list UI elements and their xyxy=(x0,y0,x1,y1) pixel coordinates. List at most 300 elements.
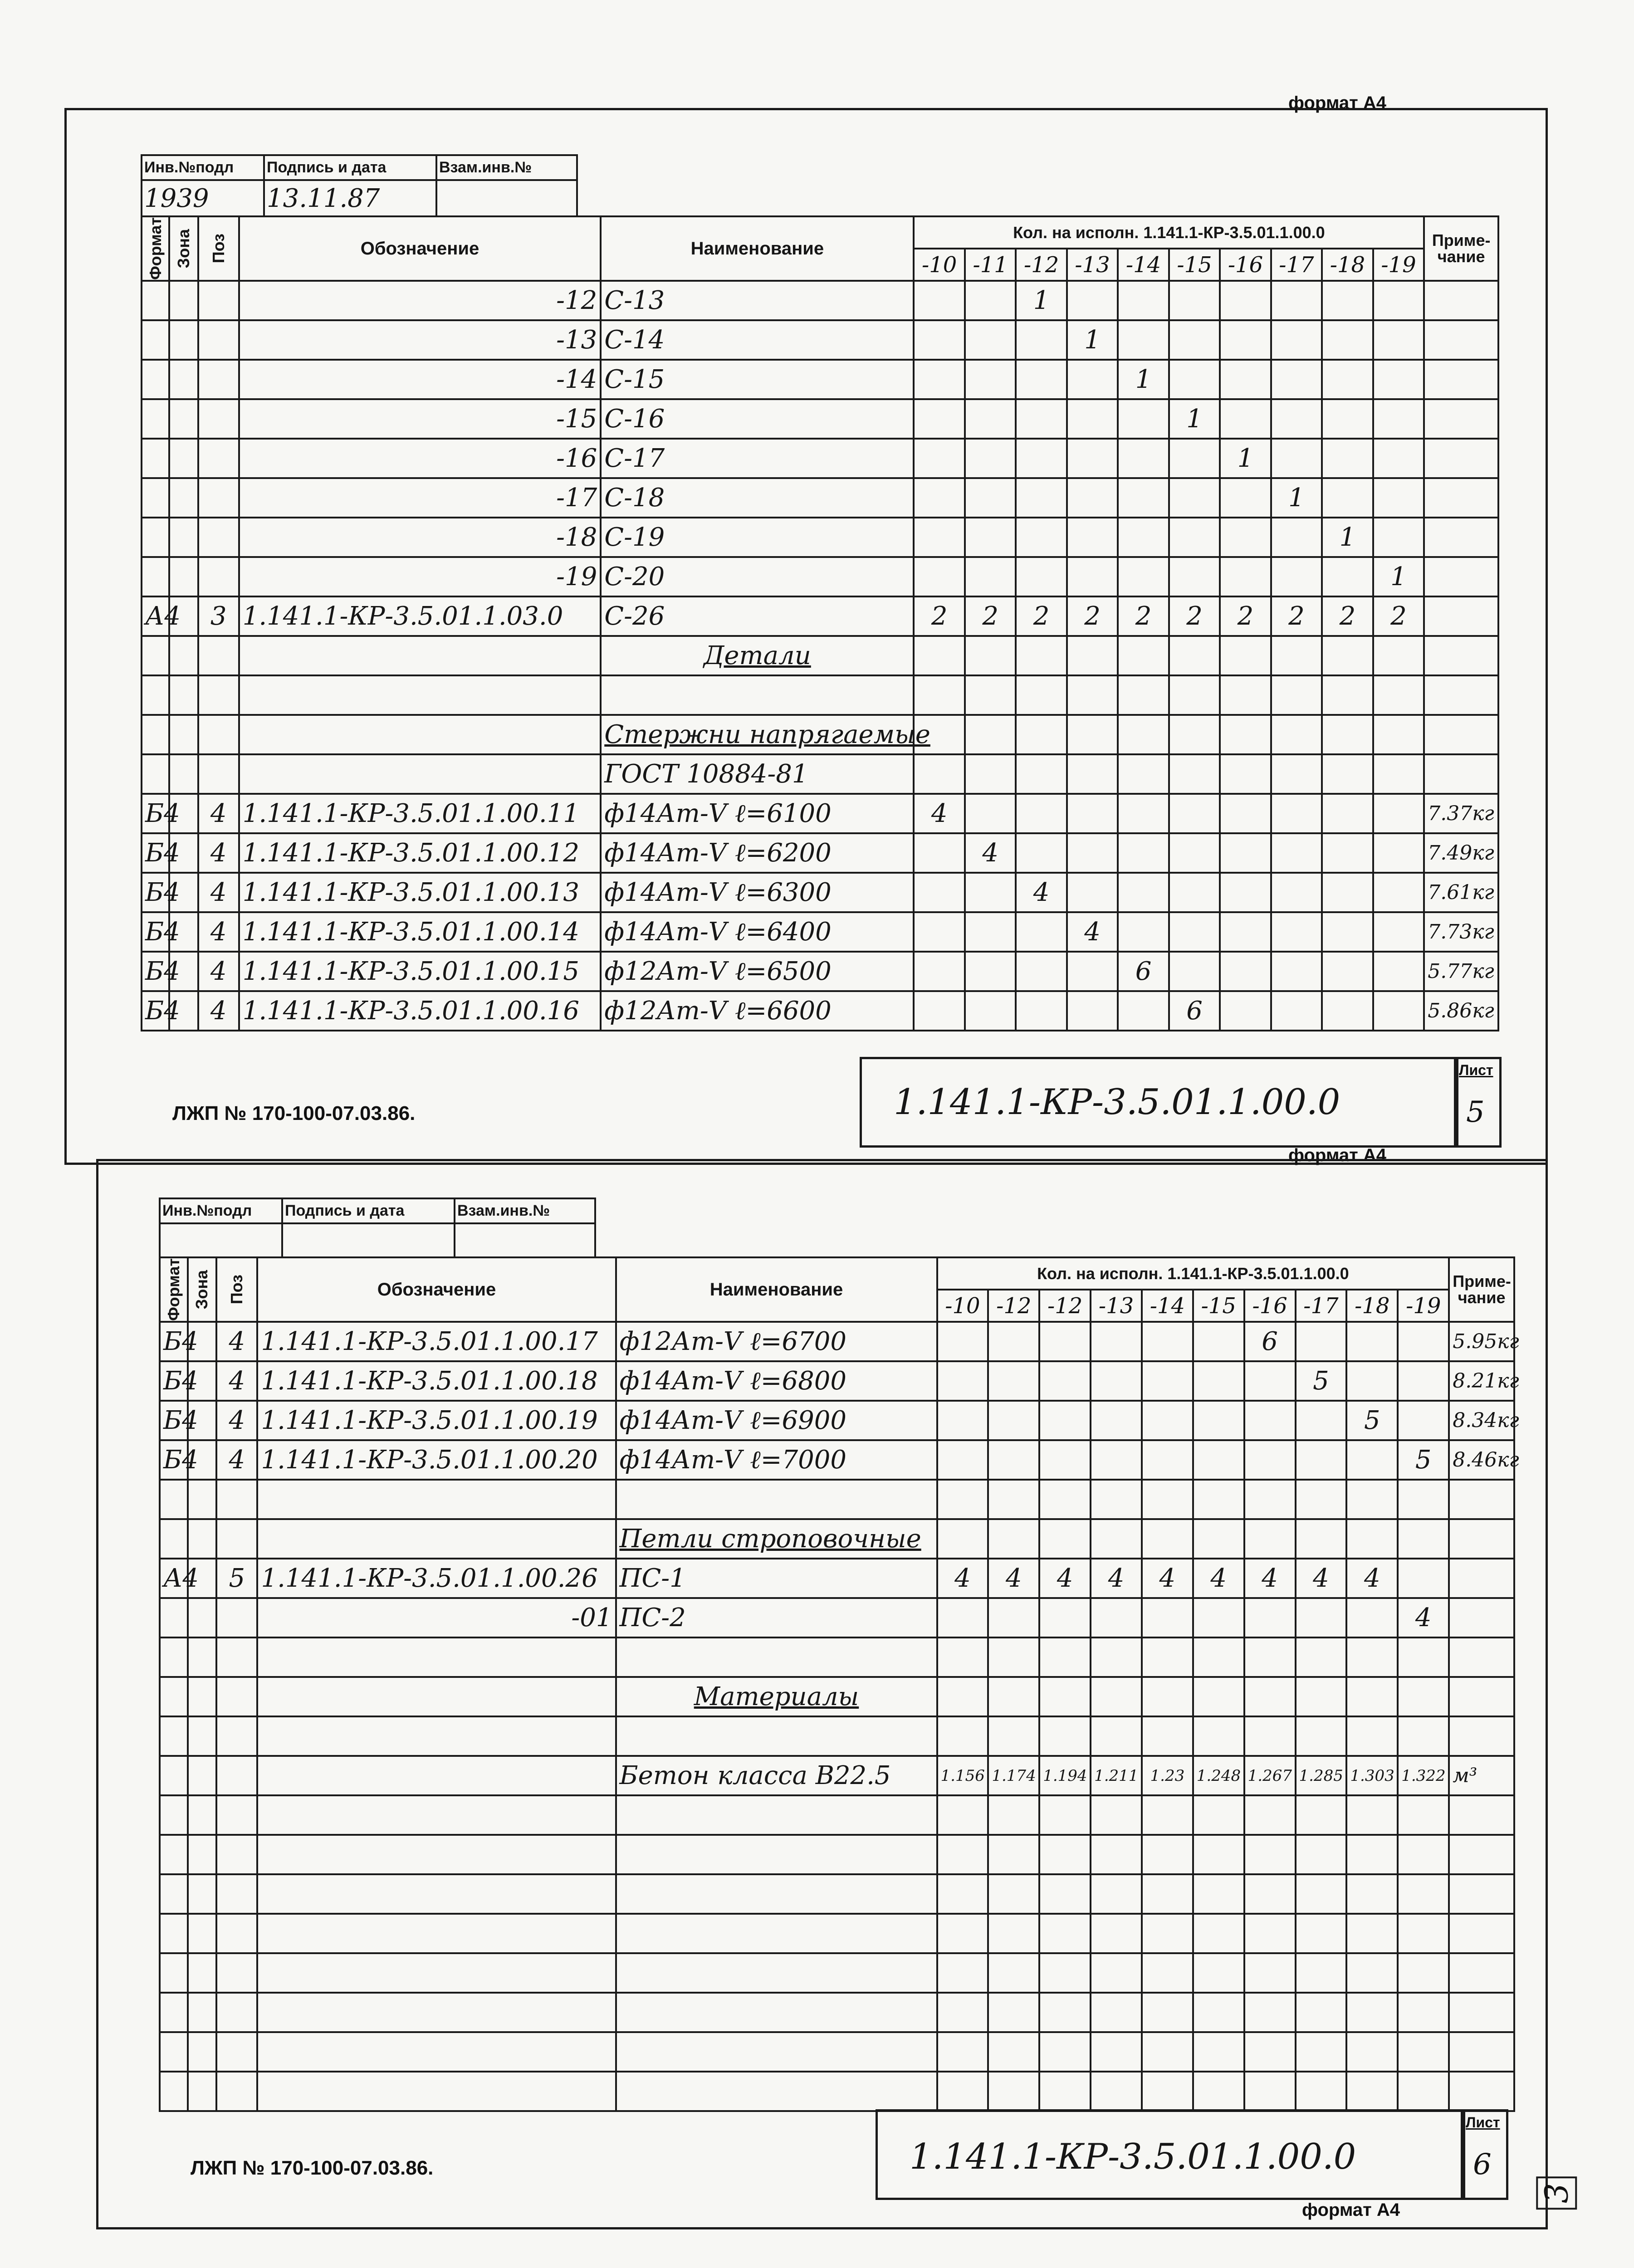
sheet1-body xyxy=(142,281,1498,1031)
cell-qty xyxy=(1118,833,1169,873)
cell-format xyxy=(142,636,169,675)
spec-row xyxy=(142,320,1498,360)
cell-zone xyxy=(188,2072,217,2111)
cell-name-text: Материалы xyxy=(694,1681,859,1711)
cell-zone xyxy=(188,1953,217,1993)
variant-header: -19 xyxy=(1398,1290,1449,1322)
cell-qty xyxy=(965,912,1016,952)
cell-qty xyxy=(988,2032,1039,2072)
cell-note xyxy=(1449,1953,1514,1993)
cell-qty xyxy=(1244,1677,1296,1716)
cell-qty xyxy=(937,1361,988,1401)
cell-zone xyxy=(169,557,198,596)
cell-name-text: Петли строповочные xyxy=(619,1524,921,1554)
cell-name xyxy=(616,1637,937,1677)
cell-format xyxy=(142,281,169,320)
cell-note xyxy=(1449,1716,1514,1756)
cell-qty xyxy=(1169,439,1220,478)
cell-zone xyxy=(188,1637,217,1677)
cell-designation xyxy=(239,636,601,675)
cell-designation: -16 xyxy=(239,439,601,478)
cell-qty xyxy=(1039,2072,1091,2111)
cell-qty xyxy=(1296,1874,1347,1914)
cell-zone xyxy=(188,1677,217,1716)
variant-header: -16 xyxy=(1220,249,1271,281)
cell-zone xyxy=(188,1519,217,1559)
cell-format xyxy=(142,715,169,754)
cell-qty xyxy=(1142,1953,1193,1993)
cell-qty xyxy=(1067,439,1118,478)
sheet1-sheet-no: 5 xyxy=(1466,1095,1485,1129)
cell-qty xyxy=(1169,281,1220,320)
cell-qty xyxy=(1118,912,1169,952)
cell-qty xyxy=(1039,1637,1091,1677)
cell-qty xyxy=(1169,360,1220,399)
cell-qty: 1.174 xyxy=(988,1756,1039,1795)
cell-designation: 1.141.1-КР-3.5.01.1.00.14 xyxy=(239,912,601,952)
cell-qty xyxy=(1296,1598,1347,1637)
cell-designation xyxy=(239,754,601,794)
cell-qty xyxy=(1398,2032,1449,2072)
cell-name: ПС-2 xyxy=(616,1598,937,1637)
spec-row xyxy=(160,1677,1514,1716)
cell-qty xyxy=(1067,557,1118,596)
cell-pos xyxy=(216,1835,257,1874)
cell-format: Б4 xyxy=(160,1401,188,1440)
cell-format: Б4 xyxy=(142,991,169,1031)
cell-note: 7.37кг xyxy=(1424,794,1498,833)
cell-qty xyxy=(1091,1993,1142,2032)
cell-qty: 1.211 xyxy=(1091,1756,1142,1795)
cell-qty xyxy=(914,320,964,360)
cell-qty xyxy=(937,1598,988,1637)
spec-row xyxy=(160,1756,1514,1795)
cell-qty xyxy=(1016,833,1067,873)
cell-qty xyxy=(1091,1677,1142,1716)
spec-row xyxy=(142,833,1498,873)
cell-qty xyxy=(1296,1519,1347,1559)
cell-qty xyxy=(937,1914,988,1953)
cell-pos xyxy=(216,1637,257,1677)
cell-designation xyxy=(257,1795,616,1835)
cell-qty xyxy=(1169,794,1220,833)
cell-qty xyxy=(1016,794,1067,833)
cell-qty xyxy=(937,2072,988,2111)
cell-qty xyxy=(1193,1322,1244,1361)
cell-designation xyxy=(257,1519,616,1559)
cell-qty xyxy=(965,715,1016,754)
variant-header: -15 xyxy=(1169,249,1220,281)
spec-row xyxy=(160,1519,1514,1559)
cell-name: ф14Ат-V ℓ=6300 xyxy=(601,873,914,912)
cell-designation xyxy=(257,1716,616,1756)
hdr2-note: Приме-чание xyxy=(1449,1257,1514,1322)
cell-qty xyxy=(1091,1874,1142,1914)
cell-note xyxy=(1449,1677,1514,1716)
cell-qty xyxy=(1091,1637,1142,1677)
cell-pos xyxy=(216,1914,257,1953)
cell-qty xyxy=(1067,518,1118,557)
sheet1-sheet-box xyxy=(1454,1057,1502,1148)
cell-qty xyxy=(965,518,1016,557)
cell-pos xyxy=(198,754,239,794)
cell-qty xyxy=(1142,1795,1193,1835)
cell-qty xyxy=(1169,478,1220,518)
cell-qty xyxy=(988,1322,1039,1361)
cell-pos: 4 xyxy=(198,833,239,873)
cell-qty xyxy=(988,1361,1039,1401)
cell-note xyxy=(1449,1993,1514,2032)
cell-qty xyxy=(1271,399,1322,439)
cell-zone xyxy=(169,675,198,715)
cell-qty xyxy=(1398,1480,1449,1519)
cell-format xyxy=(142,754,169,794)
cell-qty xyxy=(1346,1440,1398,1480)
stamp2-replace-label: Взам.инв.№ xyxy=(455,1198,595,1223)
spec-row xyxy=(142,952,1498,991)
cell-qty xyxy=(1193,1519,1244,1559)
cell-qty xyxy=(1373,991,1424,1031)
cell-qty xyxy=(1296,1401,1347,1440)
cell-qty xyxy=(1220,320,1271,360)
cell-qty xyxy=(914,518,964,557)
cell-qty: 5 xyxy=(1296,1361,1347,1401)
sheet1-footer-ref: ЛЖП № 170-100-07.03.86. xyxy=(172,1102,416,1124)
hdr2-name: Наименование xyxy=(616,1257,937,1322)
cell-qty xyxy=(1193,1993,1244,2032)
cell-qty xyxy=(1271,281,1322,320)
cell-qty xyxy=(1220,715,1271,754)
cell-qty xyxy=(1118,518,1169,557)
cell-qty xyxy=(1142,1440,1193,1480)
cell-qty: 4 xyxy=(1142,1559,1193,1598)
spec-row xyxy=(160,1480,1514,1519)
variant-header: -18 xyxy=(1322,249,1373,281)
cell-qty xyxy=(1193,1401,1244,1440)
cell-format xyxy=(142,360,169,399)
variant-header: -10 xyxy=(914,249,964,281)
variant-header: -14 xyxy=(1142,1290,1193,1322)
cell-qty xyxy=(1271,675,1322,715)
cell-qty xyxy=(1193,1440,1244,1480)
cell-qty xyxy=(937,1401,988,1440)
cell-format xyxy=(142,518,169,557)
cell-qty xyxy=(937,1874,988,1914)
cell-qty xyxy=(988,1953,1039,1993)
cell-qty xyxy=(1118,478,1169,518)
cell-qty xyxy=(1220,399,1271,439)
cell-pos xyxy=(216,1993,257,2032)
cell-qty xyxy=(1016,912,1067,952)
variant-header: -10 xyxy=(937,1290,988,1322)
cell-qty xyxy=(1193,2072,1244,2111)
cell-qty: 5 xyxy=(1398,1440,1449,1480)
cell-zone xyxy=(169,320,198,360)
cell-designation: -18 xyxy=(239,518,601,557)
cell-qty xyxy=(1322,557,1373,596)
stamp2-inv-label: Инв.№подл xyxy=(160,1198,282,1223)
cell-qty xyxy=(1322,991,1373,1031)
cell-note: 7.73кг xyxy=(1424,912,1498,952)
cell-qty xyxy=(1296,1953,1347,1993)
cell-name xyxy=(616,1835,937,1874)
cell-name: ф14Ат-V ℓ=6900 xyxy=(616,1401,937,1440)
cell-qty xyxy=(1091,1716,1142,1756)
cell-qty xyxy=(1039,1401,1091,1440)
cell-qty xyxy=(1244,1519,1296,1559)
cell-qty xyxy=(1398,1559,1449,1598)
cell-format: Б4 xyxy=(160,1440,188,1480)
cell-format xyxy=(142,478,169,518)
cell-qty xyxy=(1039,1716,1091,1756)
cell-qty: 1 xyxy=(1373,557,1424,596)
cell-qty xyxy=(1091,1914,1142,1953)
cell-designation: -15 xyxy=(239,399,601,439)
cell-qty xyxy=(1373,715,1424,754)
cell-designation: 1.141.1-КР-3.5.01.1.00.20 xyxy=(257,1440,616,1480)
cell-note: 8.46кг xyxy=(1449,1440,1514,1480)
spec-row xyxy=(160,1874,1514,1914)
cell-qty xyxy=(1244,1993,1296,2032)
cell-qty xyxy=(1346,2072,1398,2111)
cell-qty xyxy=(1067,833,1118,873)
cell-qty xyxy=(1039,1519,1091,1559)
cell-qty xyxy=(937,1993,988,2032)
cell-name xyxy=(601,675,914,715)
cell-format xyxy=(160,1953,188,1993)
cell-qty xyxy=(1193,1677,1244,1716)
cell-qty xyxy=(1322,873,1373,912)
cell-qty xyxy=(1244,1480,1296,1519)
cell-qty xyxy=(1296,1795,1347,1835)
cell-qty xyxy=(1271,439,1322,478)
cell-format xyxy=(160,1480,188,1519)
cell-pos xyxy=(198,557,239,596)
cell-designation xyxy=(257,2072,616,2111)
cell-qty xyxy=(965,399,1016,439)
cell-qty xyxy=(1091,1401,1142,1440)
cell-designation: 1.141.1-КР-3.5.01.1.00.11 xyxy=(239,794,601,833)
hdr2-designation: Обозначение xyxy=(257,1257,616,1322)
cell-qty xyxy=(1244,1440,1296,1480)
cell-qty: 4 xyxy=(1398,1598,1449,1637)
cell-qty xyxy=(1220,991,1271,1031)
cell-qty xyxy=(1142,1361,1193,1401)
cell-note: 5.77кг xyxy=(1424,952,1498,991)
cell-qty xyxy=(1296,1677,1347,1716)
cell-qty xyxy=(1169,952,1220,991)
cell-qty xyxy=(1271,518,1322,557)
cell-qty xyxy=(1220,636,1271,675)
cell-qty xyxy=(1169,320,1220,360)
cell-qty xyxy=(1039,1874,1091,1914)
cell-name-text: Детали xyxy=(703,640,811,670)
cell-pos xyxy=(198,675,239,715)
cell-qty: 2 xyxy=(1373,596,1424,636)
cell-pos xyxy=(216,2072,257,2111)
format-label-mid: формат А4 xyxy=(1288,1145,1386,1165)
cell-qty: 4 xyxy=(1067,912,1118,952)
cell-qty xyxy=(1220,518,1271,557)
stamp2-sign-value xyxy=(282,1223,455,1257)
cell-pos: 4 xyxy=(216,1440,257,1480)
spec-row xyxy=(160,1598,1514,1637)
cell-designation: -17 xyxy=(239,478,601,518)
cell-qty xyxy=(1193,1598,1244,1637)
cell-qty xyxy=(1296,1480,1347,1519)
cell-qty xyxy=(937,1677,988,1716)
cell-qty: 1.194 xyxy=(1039,1756,1091,1795)
cell-qty xyxy=(988,1480,1039,1519)
cell-qty xyxy=(1244,1874,1296,1914)
cell-qty xyxy=(1244,1637,1296,1677)
cell-zone xyxy=(169,636,198,675)
cell-zone xyxy=(169,399,198,439)
cell-name xyxy=(616,1519,937,1559)
cell-name: С-16 xyxy=(601,399,914,439)
cell-qty xyxy=(1398,1716,1449,1756)
cell-note xyxy=(1449,1559,1514,1598)
cell-zone xyxy=(188,1598,217,1637)
cell-qty xyxy=(1039,1795,1091,1835)
cell-qty xyxy=(965,478,1016,518)
cell-qty xyxy=(1346,1677,1398,1716)
cell-designation xyxy=(257,1835,616,1874)
cell-qty xyxy=(1346,1953,1398,1993)
cell-zone xyxy=(169,754,198,794)
cell-pos: 4 xyxy=(198,912,239,952)
cell-qty xyxy=(1067,754,1118,794)
cell-qty: 6 xyxy=(1118,952,1169,991)
cell-note xyxy=(1424,518,1498,557)
cell-qty xyxy=(1091,1440,1142,1480)
cell-qty xyxy=(1398,1795,1449,1835)
cell-zone xyxy=(188,1756,217,1795)
cell-qty xyxy=(1296,1322,1347,1361)
cell-qty xyxy=(1067,399,1118,439)
variant-header: -13 xyxy=(1067,249,1118,281)
hdr2-format: Формат xyxy=(160,1257,188,1322)
cell-designation: 1.141.1-КР-3.5.01.1.00.16 xyxy=(239,991,601,1031)
cell-pos xyxy=(216,1480,257,1519)
cell-zone xyxy=(169,715,198,754)
cell-qty xyxy=(965,754,1016,794)
cell-qty xyxy=(1169,873,1220,912)
cell-qty xyxy=(1322,636,1373,675)
hdr2-qty: Кол. на исполн. 1.141.1-КР-3.5.01.1.00.0 xyxy=(937,1257,1449,1290)
cell-qty xyxy=(1346,1598,1398,1637)
cell-qty xyxy=(1271,912,1322,952)
cell-qty xyxy=(1169,636,1220,675)
cell-qty xyxy=(1373,952,1424,991)
cell-qty xyxy=(1346,1993,1398,2032)
cell-qty: 4 xyxy=(965,833,1016,873)
sheet2-spec-table xyxy=(159,1256,1519,2112)
cell-note xyxy=(1424,478,1498,518)
cell-qty xyxy=(1346,1322,1398,1361)
cell-qty xyxy=(914,399,964,439)
cell-pos xyxy=(216,1519,257,1559)
cell-designation xyxy=(257,2032,616,2072)
cell-name: С-13 xyxy=(601,281,914,320)
format-label-top: формат А4 xyxy=(1288,93,1386,113)
cell-qty xyxy=(1244,1795,1296,1835)
cell-name xyxy=(616,1953,937,1993)
cell-format: Б4 xyxy=(142,873,169,912)
cell-qty: 1 xyxy=(1118,360,1169,399)
hdr-name: Наименование xyxy=(601,216,914,281)
variant-header: -12 xyxy=(988,1290,1039,1322)
cell-name: С-18 xyxy=(601,478,914,518)
cell-qty: 1.156 xyxy=(937,1756,988,1795)
cell-qty xyxy=(988,1914,1039,1953)
cell-qty xyxy=(1373,360,1424,399)
cell-designation: 1.141.1-КР-3.5.01.1.00.17 xyxy=(257,1322,616,1361)
cell-qty xyxy=(1118,320,1169,360)
spec-row xyxy=(142,596,1498,636)
hdr-note: Приме-чание xyxy=(1424,216,1498,281)
cell-qty xyxy=(1373,754,1424,794)
cell-note xyxy=(1424,596,1498,636)
cell-qty: 2 xyxy=(1067,596,1118,636)
cell-qty xyxy=(1039,1677,1091,1716)
format-label-bottom: формат А4 xyxy=(1302,2200,1400,2220)
cell-format xyxy=(142,557,169,596)
cell-qty xyxy=(965,991,1016,1031)
cell-qty xyxy=(1296,1716,1347,1756)
cell-qty: 1.285 xyxy=(1296,1756,1347,1795)
cell-name xyxy=(601,715,930,754)
cell-qty xyxy=(988,1401,1039,1440)
cell-qty: 1.248 xyxy=(1193,1756,1244,1795)
cell-qty xyxy=(1373,518,1424,557)
cell-designation: 1.141.1-КР-3.5.01.1.00.18 xyxy=(257,1361,616,1401)
cell-qty: 1 xyxy=(1322,518,1373,557)
cell-qty xyxy=(1118,281,1169,320)
cell-format xyxy=(160,1716,188,1756)
cell-qty xyxy=(1220,557,1271,596)
cell-qty xyxy=(1118,794,1169,833)
cell-format xyxy=(160,1874,188,1914)
spec-row xyxy=(160,1716,1514,1756)
cell-qty xyxy=(1067,675,1118,715)
cell-qty xyxy=(965,557,1016,596)
cell-qty xyxy=(1091,1322,1142,1361)
cell-qty xyxy=(1220,675,1271,715)
spec-row xyxy=(142,794,1498,833)
cell-zone xyxy=(188,1716,217,1756)
cell-note xyxy=(1424,281,1498,320)
hdr-qty: Кол. на исполн. 1.141.1-КР-3.5.01.1.00.0 xyxy=(914,216,1424,249)
cell-qty xyxy=(1169,912,1220,952)
hdr2-pos: Поз xyxy=(216,1257,257,1322)
cell-qty xyxy=(1142,1874,1193,1914)
cell-qty xyxy=(914,952,964,991)
cell-qty xyxy=(1016,399,1067,439)
sheet2-sheet-box xyxy=(1461,2109,1508,2200)
cell-qty xyxy=(937,1953,988,1993)
cell-name: ф14Ат-V ℓ=6800 xyxy=(616,1361,937,1401)
cell-qty xyxy=(914,754,964,794)
cell-qty xyxy=(1322,754,1373,794)
cell-qty xyxy=(1039,1480,1091,1519)
sheet1-code-box xyxy=(860,1057,1458,1148)
spec-row xyxy=(142,439,1498,478)
cell-pos xyxy=(216,1795,257,1835)
cell-qty xyxy=(1067,360,1118,399)
variant-header: -12 xyxy=(1039,1290,1091,1322)
cell-qty xyxy=(1244,1361,1296,1401)
